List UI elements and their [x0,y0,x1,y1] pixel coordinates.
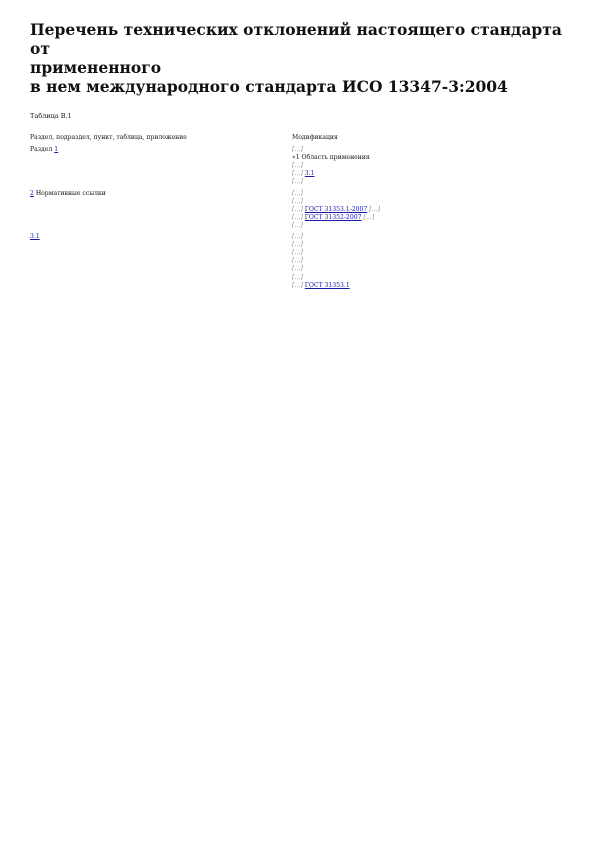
deviations-table [30,134,570,291]
modification-text: […] [292,189,303,197]
page-title [30,20,569,96]
text-fragment: […] [363,213,375,221]
gost-31353-1-2007-link[interactable]: ГОСТ 31353.1-2007 [304,205,368,213]
list-item: […] [292,249,303,257]
modification-text: […] [292,146,303,154]
table-caption: Таблица В.1 [30,112,72,120]
modification-text: […] [292,162,303,170]
row-reference [30,146,292,187]
gost-31353-1-link[interactable]: ГОСТ 31353.1 [304,281,350,289]
column-header-section: Раздел, подраздел, пункт, таблица, приложение [30,134,187,141]
text-fragment: […] [292,205,303,213]
row-reference [30,188,292,231]
modification-text [292,214,570,222]
list-item: […] [292,257,303,265]
modification-text [292,206,570,214]
modification-text: […] [292,178,303,186]
text-fragment: […] [292,170,303,178]
text-fragment: […] [369,205,381,213]
text-fragment: […] [292,281,303,289]
quoted-heading: «1 Область применения [292,154,370,162]
ref-suffix: Нормативные ссылки [33,189,106,197]
title-line-2: примененного [30,58,162,77]
row-modification [292,188,570,231]
title-line-3: в нем международного стандарта ИСО 13347-3:2004 [30,77,508,96]
modification-text: […] [292,233,303,241]
clause-3-1-link[interactable]: 3.1 [304,170,315,178]
row-modification [292,146,570,187]
title-line-1: Перечень технических отклонений настоящего стандарта от [30,20,562,58]
modification-text: […] [292,241,303,249]
list-item: […] [292,273,303,281]
table-row [30,231,570,291]
modification-text [292,170,570,178]
column-header-modification: Модификация [292,134,338,141]
gost-31352-2007-link[interactable]: ГОСТ 31352-2007 [304,213,362,221]
list-item: […] [292,265,303,273]
ref-prefix: Раздел [30,146,55,154]
row-modification [292,231,570,291]
section-2-link[interactable]: 2 [30,189,34,197]
modification-text: […] [292,197,303,205]
section-1-link[interactable]: 1 [54,146,59,154]
table-row [30,188,570,231]
row-reference [30,231,292,291]
text-fragment: […] [292,213,303,221]
modification-text [292,282,570,290]
modification-text: […] [292,221,303,229]
table-header-row [30,134,570,146]
table-row [30,146,570,187]
clause-3-1-ref-link[interactable]: 3.1 [30,233,40,241]
